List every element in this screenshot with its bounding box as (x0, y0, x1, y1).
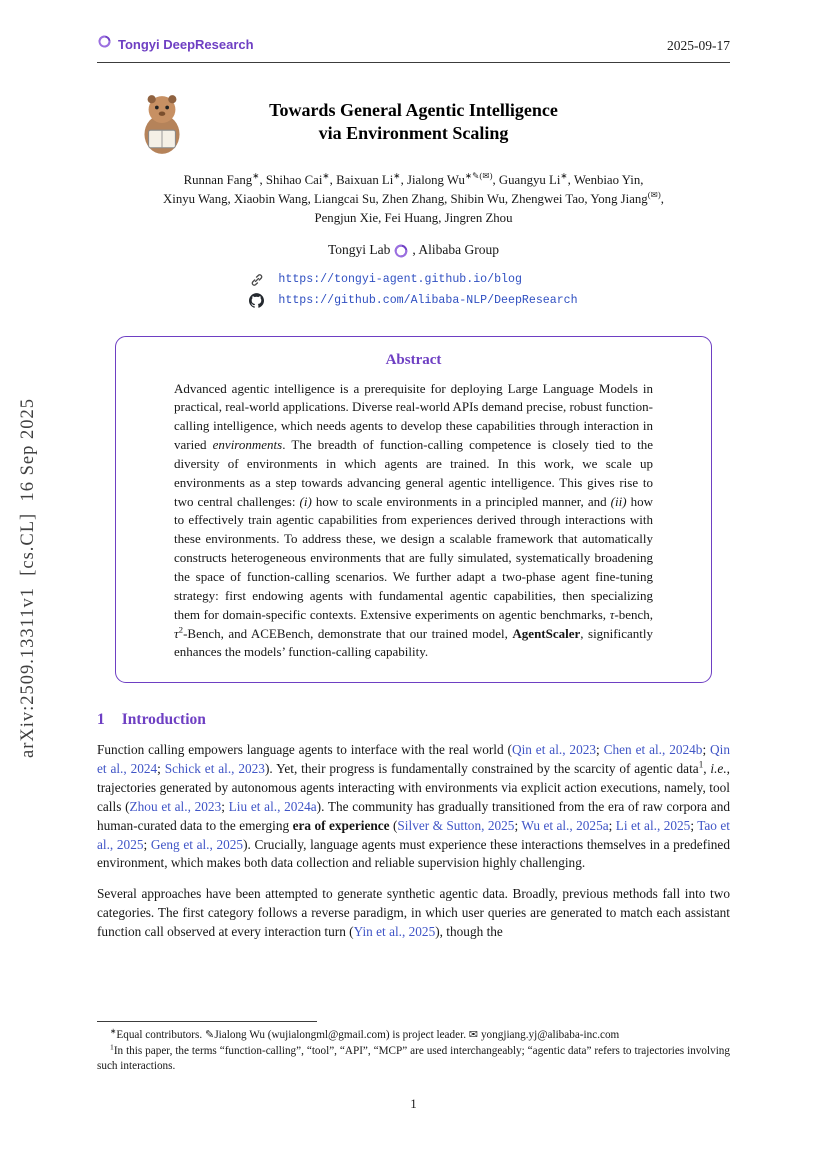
github-icon (249, 293, 264, 308)
author-list (0, 171, 827, 229)
main-content (97, 711, 730, 942)
author-line-2: Xinyu Wang, Xiaobin Wang, Liangcai Su, Zhen Zhang, Shibin Wu, Zhengwei Tao, Yong Jiang(✉), (163, 189, 664, 207)
citation-link[interactable]: Li et al., 2025 (615, 817, 691, 833)
citation-link[interactable]: Wu et al., 2025a (521, 817, 609, 833)
abstract-text: Advanced agentic intelligence is a prerequisite for deploying Large Language Models in practical, real-world applications. Diverse real-world APIs demand precise, robust function-calling intelligence, which needs agents to develop these capabilities through interaction in varied environments. The breadth of function-calling competence is closely tied to the diversity of environments in which agents are trained. In this work, we scale up environments as a step towards advancing general agentic intelligence. This gives rise to two central challenges: (i) how to scale environments in a principled manner, and (ii) how to effectively train agentic capabilities from experiences derived through interactions with these environments. To address these, we design a scalable framework that automatically constructs heterogeneous environments that are fully simulated, systematically broadening the space of function-calling scenarios. We further adapt a two-phase agent fine-tuning strategy: first endowing agents with fundamental agentic capabilities, then specializing them for domain-specific contexts. Extensive experiments on agentic benchmarks, τ-bench, $\tau^2$-Bench, and ACEBench, demonstrate that our trained model, AgentScaler, significantly enhances the models’ function-calling capability. (174, 380, 654, 660)
author-line-1: Runnan Fang∗, Shihao Cai∗, Baixuan Li∗, Jialong Wu∗✎(✉), Guangyu Li∗, Wenbiao Yin, (183, 170, 644, 187)
affiliation (0, 242, 827, 258)
citation-link[interactable]: Geng et al., 2025 (150, 836, 244, 852)
citation-link[interactable]: Silver & Sutton, 2025 (397, 817, 515, 833)
intro-paragraph-1: Function calling empowers language agents to interface with the real world (Qin et al., 2023; Chen et al., 2024b; Qin et al., 2024; Schick et al., 2023). Yet, their progress is fundamentally constrained by the scarcity of agentic data$^1$, i.e., trajectories generated by autonomous agents interacting with environments via explicit action executions, namely, tool calls (Zhou et al., 2023; Liu et al., 2024a). The community has gradually transitioned from the era of raw corpora and human-curated data to the emerging era of experience (Silver & Sutton, 2025; Wu et al., 2025a; Li et al., 2025; Tao et al., 2025; Geng et al., 2025). Crucially, language agents must experience these interactions themselves in a predefined environment, which makes both data collection and reliable supervision highly challenging. (97, 742, 730, 871)
intro-paragraph-2: Several approaches have been attempted to generate synthetic agentic data. Broadly, previous methods fall into two categories. The first category follows a reverse paradigm, in which user queries are generated to match each assistant function call observed at every interaction turn (Yin et al., 2025), though the (97, 886, 730, 940)
github-link-row (249, 293, 577, 308)
github-link[interactable]: https://github.com/Alibaba-NLP/DeepResearch (278, 293, 578, 307)
citation-link[interactable]: Qin et al., 2024 (97, 742, 730, 777)
citation-link[interactable]: Yin et al., 2025 (353, 924, 436, 940)
abstract-box (115, 336, 712, 684)
page-number: 1 (410, 1096, 417, 1111)
page-header (97, 0, 730, 63)
title-block (0, 99, 827, 145)
citation-link[interactable]: Zhou et al., 2023 (129, 798, 222, 814)
brand-name: Tongyi DeepResearch (118, 36, 254, 52)
citation-link[interactable]: Chen et al., 2024b (603, 742, 703, 758)
tongyi-logo-icon (97, 34, 112, 54)
tongyi-logo-icon (393, 243, 409, 259)
section-heading-introduction (97, 711, 730, 729)
blog-link[interactable]: https://tongyi-agent.github.io/blog (278, 273, 522, 287)
footnote-equal-contributors: ∗Equal contributors. ✎Jialong Wu (wujialongml@gmail.com) is project leader. ✉ yongjiang.yj@alibaba-inc.com (110, 1026, 620, 1041)
header-date: 2025-09-17 (667, 38, 730, 53)
citation-link[interactable]: Qin et al., 2023 (511, 742, 597, 758)
author-line-3: Pengjun Xie, Fei Huang, Jingren Zhou (314, 211, 513, 226)
paper-title-line-2: via Environment Scaling (318, 123, 509, 143)
citation-link[interactable]: Tao et al., 2025 (97, 817, 730, 852)
footnotes (97, 1021, 730, 1075)
citation-link[interactable]: Liu et al., 2024a (228, 798, 317, 814)
abstract-heading: Abstract (385, 351, 442, 368)
paper-title (0, 99, 827, 145)
mascot-image (133, 91, 191, 157)
affiliation-post: , Alibaba Group (412, 241, 500, 257)
section-title: Introduction (121, 711, 206, 729)
brand (97, 34, 254, 54)
blog-link-row (249, 273, 577, 287)
footnote-terminology: $^1$In this paper, the terms “function-calling”, “tool”, “API”, “MCP” are used interchangeably; “agentic data” refers to trajectories involving such interactions. (97, 1041, 730, 1073)
citation-link[interactable]: Schick et al., 2023 (164, 761, 265, 777)
footnote-rule (97, 1021, 317, 1022)
arxiv-watermark: arXiv:2509.13311v1 [cs.CL] 16 Sep 2025 (18, 398, 38, 758)
resource-links (0, 273, 827, 308)
affiliation-pre: Tongyi Lab (327, 241, 391, 257)
section-number: 1 (97, 711, 105, 729)
link-icon (249, 273, 264, 287)
paper-title-line-1: Towards General Agentic Intelligence (269, 100, 558, 120)
